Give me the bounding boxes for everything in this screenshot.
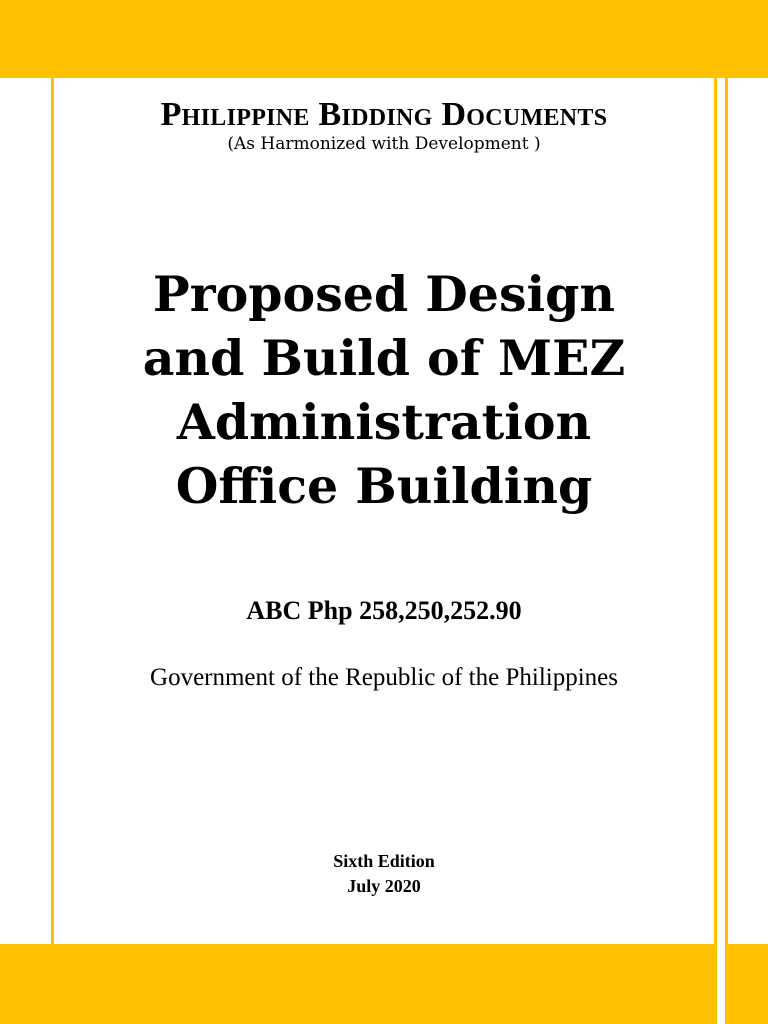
bottom-accent-band [0, 944, 768, 1024]
left-accent-rule [51, 78, 54, 944]
project-title-line: and Build of MEZ [142, 329, 626, 387]
right-accent-rule-outer [725, 78, 728, 944]
bottom-band-gap [717, 944, 725, 1024]
project-title-line: Administration [176, 393, 592, 451]
project-title-line: Office Building [175, 457, 593, 515]
project-title [84, 262, 684, 518]
top-accent-band [0, 0, 768, 78]
series-subtitle: (As Harmonized with Development ) [227, 134, 541, 154]
approved-budget: ABC Php 258,250,252.90 [246, 596, 522, 625]
right-accent-rule-inner [714, 78, 717, 944]
series-title: Philippine Bidding Documents [160, 96, 608, 133]
issuing-government: Government of the Republic of the Philippines [150, 664, 618, 691]
edition-label: Sixth Edition [333, 851, 435, 871]
project-title-line: Proposed Design [152, 265, 616, 323]
edition-date: July 2020 [347, 876, 421, 896]
